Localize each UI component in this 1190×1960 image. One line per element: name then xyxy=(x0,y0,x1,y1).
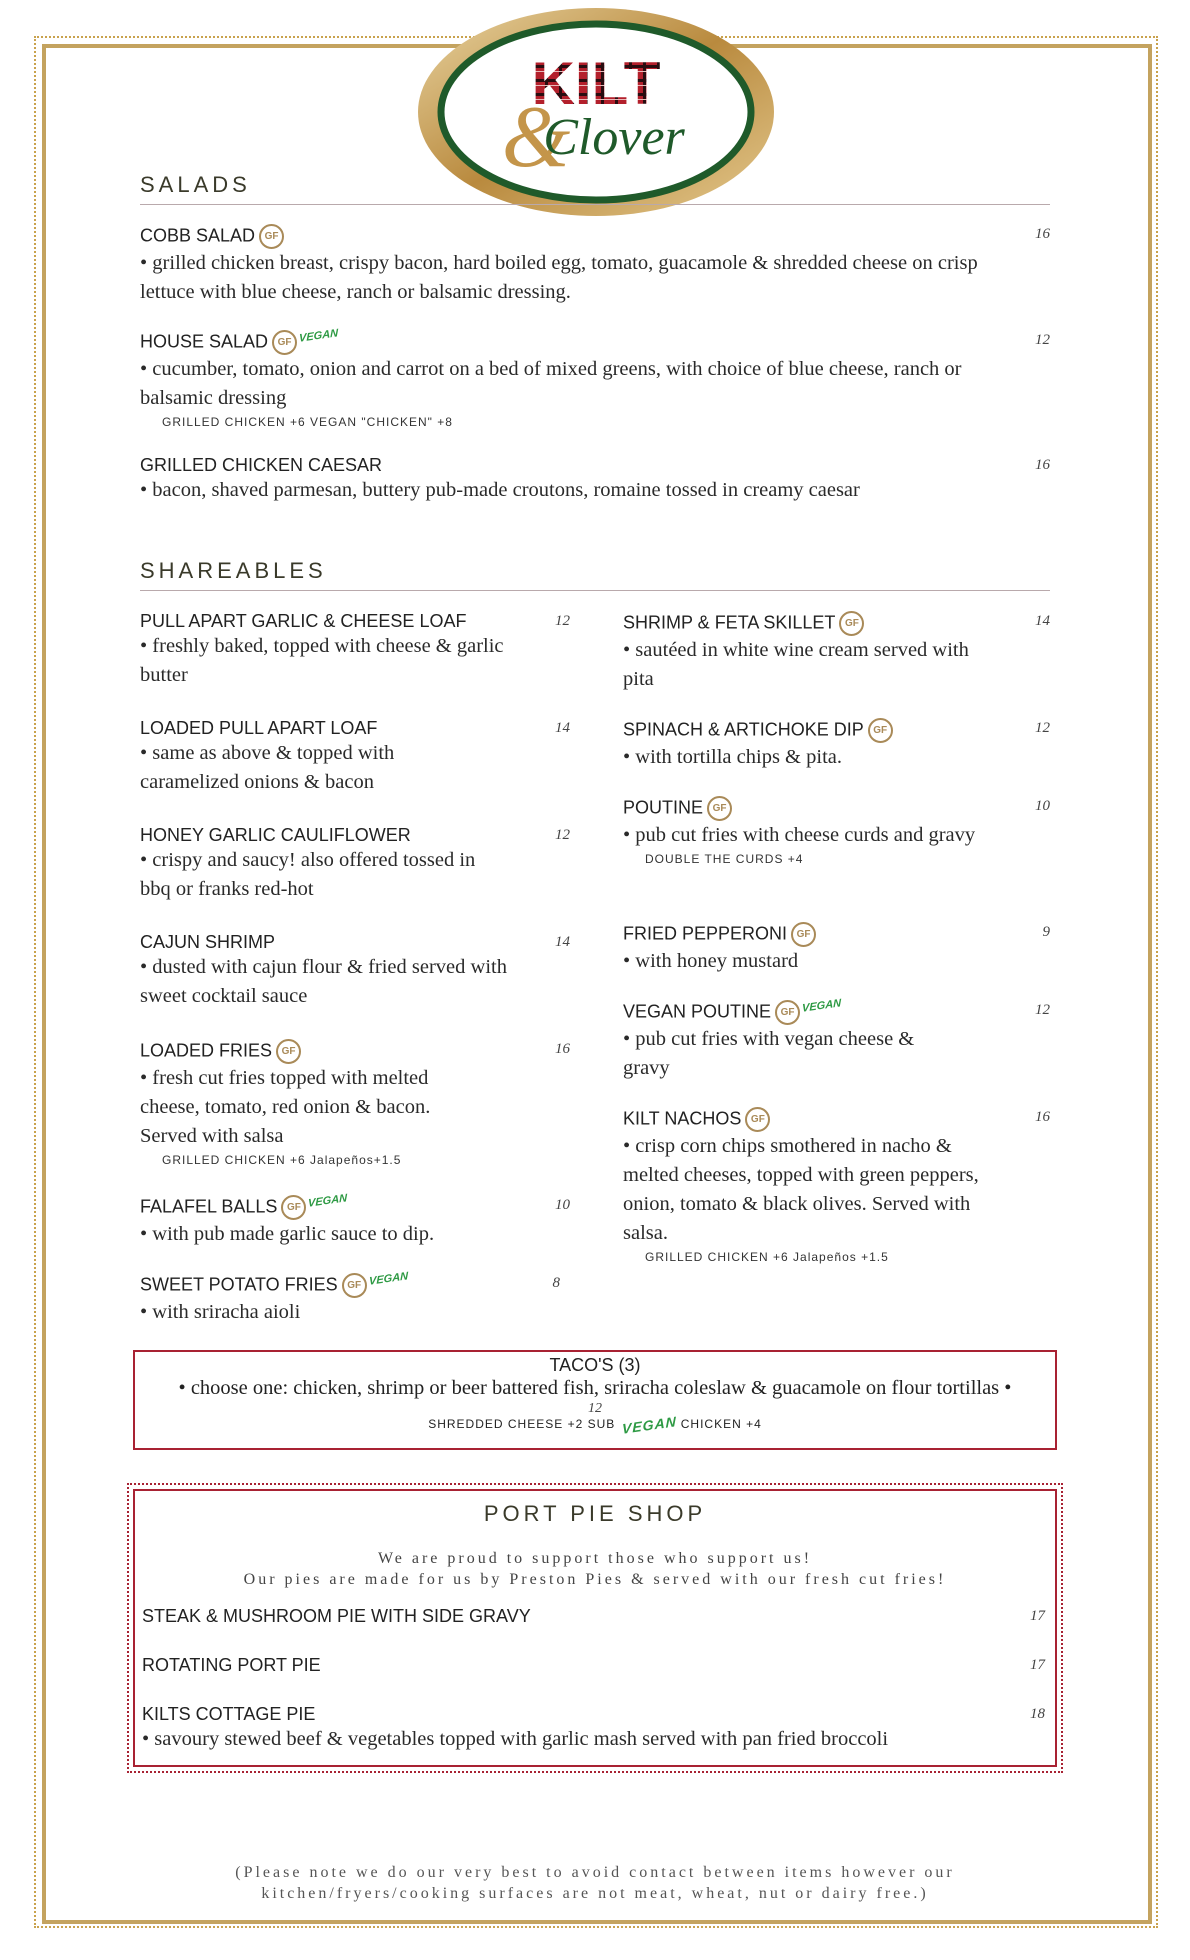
item-price: 14 xyxy=(555,934,570,950)
gluten-free-icon: GF xyxy=(707,796,732,821)
menu-item-shrimp-feta-skillet xyxy=(623,611,1050,694)
item-name: GRILLED CHICKEN CAESAR xyxy=(140,455,383,475)
item-name: SPINACH & ARTICHOKE DIP xyxy=(623,719,864,740)
tacos-price: 12 xyxy=(588,1401,602,1416)
item-name: HONEY GARLIC CAULIFLOWER xyxy=(140,825,411,845)
logo-kilt-text: KILT xyxy=(531,50,661,117)
allergen-footnote xyxy=(0,1862,1190,1904)
item-price: 9 xyxy=(1042,924,1050,940)
item-description: • with sriracha aioli xyxy=(140,1301,301,1323)
item-addons: GRILLED CHICKEN +6 Jalapeños +1.5 xyxy=(645,1250,889,1264)
gluten-free-icon: GF xyxy=(839,611,864,636)
vegan-icon: VEGAN xyxy=(621,1413,677,1437)
tacos-title: TACO'S (3) xyxy=(549,1355,641,1375)
tacos-addon-chicken: CHICKEN +4 xyxy=(680,1417,762,1431)
item-name: HOUSE SALAD xyxy=(140,331,269,352)
salads-title: SALADS xyxy=(140,172,1050,205)
item-price: 12 xyxy=(1035,720,1050,736)
item-price: 17 xyxy=(1030,1608,1045,1624)
menu-item-sweet-potato-fries xyxy=(140,1270,570,1327)
footnote-line-2: kitchen/fryers/cooking surfaces are not meat, wheat, nut or dairy free.) xyxy=(261,1885,929,1902)
item-description: • pub cut fries with vegan cheese & gravy xyxy=(623,1028,915,1079)
menu-item-loaded-pull-apart-loaf xyxy=(140,718,570,797)
item-description: • crispy and saucy! also offered tossed in bbq or franks red-hot xyxy=(140,849,476,900)
item-price: 14 xyxy=(555,720,570,736)
item-description: • with pub made garlic sauce to dip. xyxy=(140,1223,435,1245)
item-name: LOADED FRIES xyxy=(140,1040,273,1061)
item-description: • with tortilla chips & pita. xyxy=(623,746,842,768)
gluten-free-icon: GF xyxy=(791,922,816,947)
gluten-free-icon: GF xyxy=(276,1039,301,1064)
pie-shop-intro xyxy=(135,1548,1055,1590)
tacos-box xyxy=(133,1350,1057,1450)
item-description: • sautéed in white wine cream served with pita xyxy=(623,639,969,690)
item-price: 18 xyxy=(1030,1706,1045,1722)
menu-item-honey-garlic-cauliflower xyxy=(140,825,570,904)
menu-item-steak-mushroom-pie xyxy=(142,1606,1045,1627)
item-name: KILTS COTTAGE PIE xyxy=(142,1704,316,1724)
item-price: 12 xyxy=(555,613,570,629)
item-description: • bacon, shaved parmesan, buttery pub-made croutons, romaine tossed in creamy caesar xyxy=(140,479,860,501)
pie-shop-title: PORT PIE SHOP xyxy=(483,1501,707,1526)
vegan-icon: VEGAN xyxy=(308,1192,348,1210)
vegan-icon: VEGAN xyxy=(368,1270,408,1288)
item-description: • dusted with cajun flour & fried served with sweet cocktail sauce xyxy=(140,956,507,1007)
item-price: 16 xyxy=(555,1041,570,1057)
logo-clover-text: Clover xyxy=(543,109,685,166)
menu-item-kilts-cottage-pie xyxy=(142,1704,1045,1754)
item-price: 12 xyxy=(1035,332,1050,348)
item-description: • fresh cut fries topped with melted cheese, tomato, red onion & bacon. Served with salsa xyxy=(140,1067,431,1147)
item-name: VEGAN POUTINE xyxy=(623,1001,772,1022)
menu-item-poutine xyxy=(623,796,1050,866)
item-price: 16 xyxy=(1035,226,1050,242)
item-addons: GRILLED CHICKEN +6 Jalapeños+1.5 xyxy=(162,1153,402,1167)
tacos-description: • choose one: chicken, shrimp or beer battered fish, sriracha coleslaw & guacamole on flour tortillas • xyxy=(178,1377,1012,1399)
menu-item-falafel-balls xyxy=(140,1192,570,1249)
item-description: • savoury stewed beef & vegetables topped with garlic mash served with pan fried broccoli xyxy=(142,1728,889,1750)
item-price: 16 xyxy=(1035,457,1050,473)
gluten-free-icon: GF xyxy=(342,1273,367,1298)
item-name: FALAFEL BALLS xyxy=(140,1196,278,1217)
gluten-free-icon: GF xyxy=(868,718,893,743)
menu-item-cajun-shrimp xyxy=(140,932,570,1011)
item-description: • freshly baked, topped with cheese & garlic butter xyxy=(140,635,504,686)
menu-item-house-salad xyxy=(140,327,1050,429)
item-description: • same as above & topped with caramelized onions & bacon xyxy=(140,742,395,793)
menu-item-kilt-nachos xyxy=(623,1107,1050,1264)
item-price: 10 xyxy=(555,1197,570,1213)
item-price: 12 xyxy=(555,827,570,843)
item-description: • pub cut fries with cheese curds and gravy xyxy=(623,824,976,846)
item-price: 16 xyxy=(1035,1109,1050,1125)
menu-item-cobb-salad xyxy=(140,224,1050,307)
tacos-addons xyxy=(135,1413,1055,1437)
item-name: ROTATING PORT PIE xyxy=(142,1655,321,1675)
menu-item-rotating-port-pie xyxy=(142,1655,1045,1676)
item-addons: GRILLED CHICKEN +6 VEGAN "CHICKEN" +8 xyxy=(162,415,453,429)
vegan-icon: VEGAN xyxy=(299,327,339,345)
gluten-free-icon: GF xyxy=(272,330,297,355)
vegan-icon: VEGAN xyxy=(802,997,842,1015)
pie-shop-intro-line-1: We are proud to support those who support us! xyxy=(377,1550,813,1567)
footnote-line-1: (Please note we do our very best to avoid contact between items however our xyxy=(235,1864,955,1881)
pie-shop-box xyxy=(133,1489,1057,1767)
item-name: STEAK & MUSHROOM PIE WITH SIDE GRAVY xyxy=(142,1606,531,1626)
item-name: LOADED PULL APART LOAF xyxy=(140,718,378,738)
item-description: • with honey mustard xyxy=(623,950,799,972)
logo-ampersand: & xyxy=(501,89,571,186)
item-price: 10 xyxy=(1035,798,1050,814)
item-price: 17 xyxy=(1030,1657,1045,1673)
item-name: FRIED PEPPERONI xyxy=(623,923,788,944)
gluten-free-icon: GF xyxy=(281,1195,306,1220)
item-description: • crisp corn chips smothered in nacho & melted cheeses, topped with green peppers, onion, tomato & black olives. Served with salsa. xyxy=(623,1135,979,1244)
item-description: • grilled chicken breast, crispy bacon, hard boiled egg, tomato, guacamole & shredded cheese on crisp lettuce with blue cheese, ranch or balsamic dressing. xyxy=(140,252,978,303)
item-price: 14 xyxy=(1035,613,1050,629)
menu-item-chicken-caesar xyxy=(140,455,1050,505)
item-name: PULL APART GARLIC & CHEESE LOAF xyxy=(140,611,467,631)
menu-item-spinach-artichoke-dip xyxy=(623,718,1050,772)
tacos-addon-cheese: SHREDDED CHEESE +2 SUB xyxy=(428,1417,616,1431)
pie-shop-intro-line-2: Our pies are made for us by Preston Pies & served with our fresh cut fries! xyxy=(243,1571,947,1588)
menu-item-loaded-fries xyxy=(140,1039,570,1167)
item-name: POUTINE xyxy=(623,797,704,818)
gluten-free-icon: GF xyxy=(775,1000,800,1025)
gluten-free-icon: GF xyxy=(259,224,284,249)
menu-item-vegan-poutine xyxy=(623,997,1050,1083)
menu-item-garlic-cheese-loaf xyxy=(140,611,570,690)
menu-item-fried-pepperoni xyxy=(623,922,1050,976)
item-addons: DOUBLE THE CURDS +4 xyxy=(645,852,804,866)
gluten-free-icon: GF xyxy=(745,1107,770,1132)
item-name: COBB SALAD xyxy=(140,225,256,246)
item-price: 8 xyxy=(552,1275,560,1291)
item-description: • cucumber, tomato, onion and carrot on a bed of mixed greens, with choice of blue cheese, ranch or balsamic dressing xyxy=(140,358,962,409)
item-name: SHRIMP & FETA SKILLET xyxy=(623,612,836,633)
item-price: 12 xyxy=(1035,1002,1050,1018)
item-name: SWEET POTATO FRIES xyxy=(140,1274,338,1295)
item-name: CAJUN SHRIMP xyxy=(140,932,276,952)
shareables-title: SHAREABLES xyxy=(140,558,1050,591)
item-name: KILT NACHOS xyxy=(623,1108,742,1129)
